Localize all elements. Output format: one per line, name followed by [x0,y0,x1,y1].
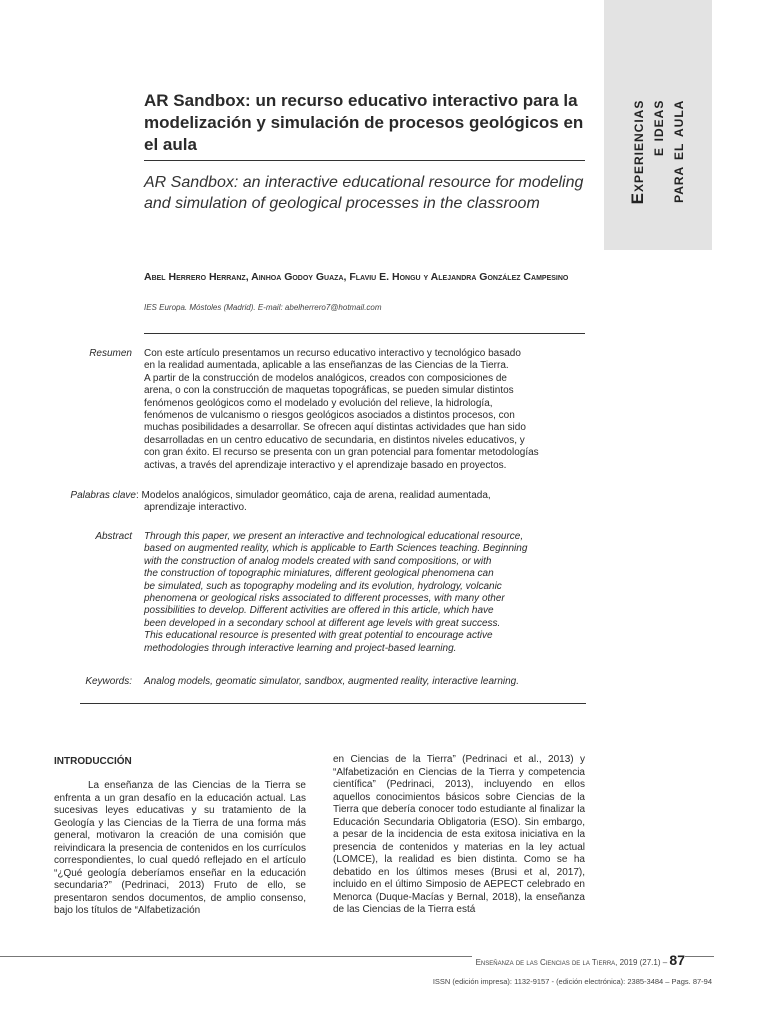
author-list: Abel Herrero Herranz, Ainhoa Godoy Guaza, Flaviu E. Hongu y Alejandra González Campesino [144,271,569,283]
abstract-text [144,531,586,655]
abstract-label: Abstract [95,531,132,542]
keywords-label: Keywords: [85,676,132,687]
section-tab-line: Experiencias [628,99,647,205]
resumen-line: muchas posibilidades a desarrollar. Se ofrecen aquí distintas actividades que han sido [144,422,526,434]
palabras-clave-label: Palabras clave [70,490,136,501]
resumen-line: Con este artículo presentamos un recurso educativo interactivo y tecnológico basado [144,348,521,359]
footer-issn: ISSN (edición impresa): 1132-9157 - (edición electrónica): 2385-3484 – Pags. 87-94 [432,977,712,986]
keywords-text: Analog models, geomatic simulator, sandbox, augmented reality, interactive learning. [144,676,520,687]
article-title: AR Sandbox: un recurso educativo interactivo para la modelización y simulación de procesos geológicos en el aula [144,91,584,154]
author-affiliation: IES Europa. Móstoles (Madrid). E-mail: abelherrero7@hotmail.com [144,303,382,312]
abstract-line: This educational resource is presented with great potential to encourage active [144,630,493,642]
resumen-label: Resumen [89,348,132,359]
abstract-line: based on augmented reality, which is applicable to Earth Sciences teaching. Beginning [144,543,528,555]
body-column-right: en Ciencias de la Tierra” (Pedrinaci et al., 2013) y “Alfabetización en Ciencias de la Tierra y competencia científica” (Pedrinaci, 2013), incluyendo en ellos aquellos conocimientos básicos sobre Ciencias de la Tierra que debería conocer todo estudiante al finalizar la Educación Secundaria Obligatoria (ESO). Sin embargo, a pesar de la incidencia de esta exitosa iniciativa en la presencia de contenidos y materias en la ley actual (LOMCE), la realidad es bien distinta. Como se ha debatido en los últimos meses (Brusi et al, 2017), incluido en el último Simposio de AEPECT celebrado en Menorca (Duque-Macías y Bernal, 2018), la enseñanza de las Ciencias de la Tierra está [333,754,585,915]
abstract-line: phenomena or geological risks associated to different processes, with many other [144,593,505,605]
footer-journal [472,952,685,968]
resumen-line: desarrolladas en un centro educativo de secundaria, en distintos niveles educativos, y [144,434,525,446]
resumen-line: fenómenos geológicos como el modelado y evolución del relieve, la hidrología, [144,397,493,409]
abstract-line: been developed in a secondary school at different age levels with great success. [144,617,501,629]
resumen-line: A partir de la construcción de modelos analógicos, creados con composiciones de [144,372,507,384]
abstract-line: Through this paper, we present an interactive and technological educational resource, [144,531,524,542]
header-divider [144,333,585,334]
resumen-line: en la realidad aumentada, aplicable a las enseñanzas de las Ciencias de la Tierra. [144,360,509,372]
resumen-line: fenómenos de vulcanismo o riesgos geológicos asociados a distintos procesos, con [144,410,515,422]
article-subtitle: AR Sandbox: an interactive educational resource for modeling and simulation of geological processes in the classroom [144,174,584,212]
abstract-divider [80,703,586,704]
abstract-line: with the construction of analog models created with sand compositions, or with [144,555,492,567]
palabras-clave-text [136,490,578,515]
resumen-line: arena, o con la construcción de maquetas topográficas, se pueden simular distintos [144,385,514,397]
page-number: 87 [669,952,685,968]
journal-citation: Enseñanza de las Ciencias de la Tierra, 2019 (27.1) – [475,958,668,967]
section-heading: INTRODUCCIÓN [54,756,132,767]
resumen-text [144,348,586,472]
palabras-clave-line: aprendizaje interactivo. [144,502,247,514]
resumen-line: activas, a través del aprendizaje interactivo y el aprendizaje basado en proyectos. [144,459,507,471]
body-column-left: La enseñanza de las Ciencias de la Tierra se enfrenta a un gran desafío en la educación actual. Las sucesivas leyes educativas y su tratamiento de la Geología y las Ciencias de la Tierra de una forma más general, motivaron la creación de una comisión que reivindicara la presencia de contenidos en los currículos correspondientes, lo cual quedó reflejado en el artículo “¿Qué geología deberíamos enseñar en la educación secundaria?” (Pedrinaci, 2013) Fruto de ello, se presentaron sendos documentos, de amplio consenso, bajo los títulos de “Alfabetización [54,780,306,916]
abstract-line: possibilities to develop. Different activities are offered in this article, which have [144,605,494,617]
title-divider [144,160,585,161]
resumen-line: con gran éxito. El recurso se presenta con un gran potencial para fomentar metodologías [144,447,539,459]
abstract-line: the construction of topographic miniatures, different geological phenomena can [144,568,494,580]
section-tab-line: e ideas [648,99,667,157]
palabras-clave-line: : Modelos analógicos, simulador geomático, caja de arena, realidad aumentada, [136,490,491,501]
section-tab-line: para el aula [668,99,687,203]
abstract-line: methodologies through interactive learning and project-based learning. [144,642,457,654]
abstract-line: be simulated, such as topography modeling and its evolution, hydrology, volcanic [144,580,502,592]
section-tab-label [628,100,688,205]
